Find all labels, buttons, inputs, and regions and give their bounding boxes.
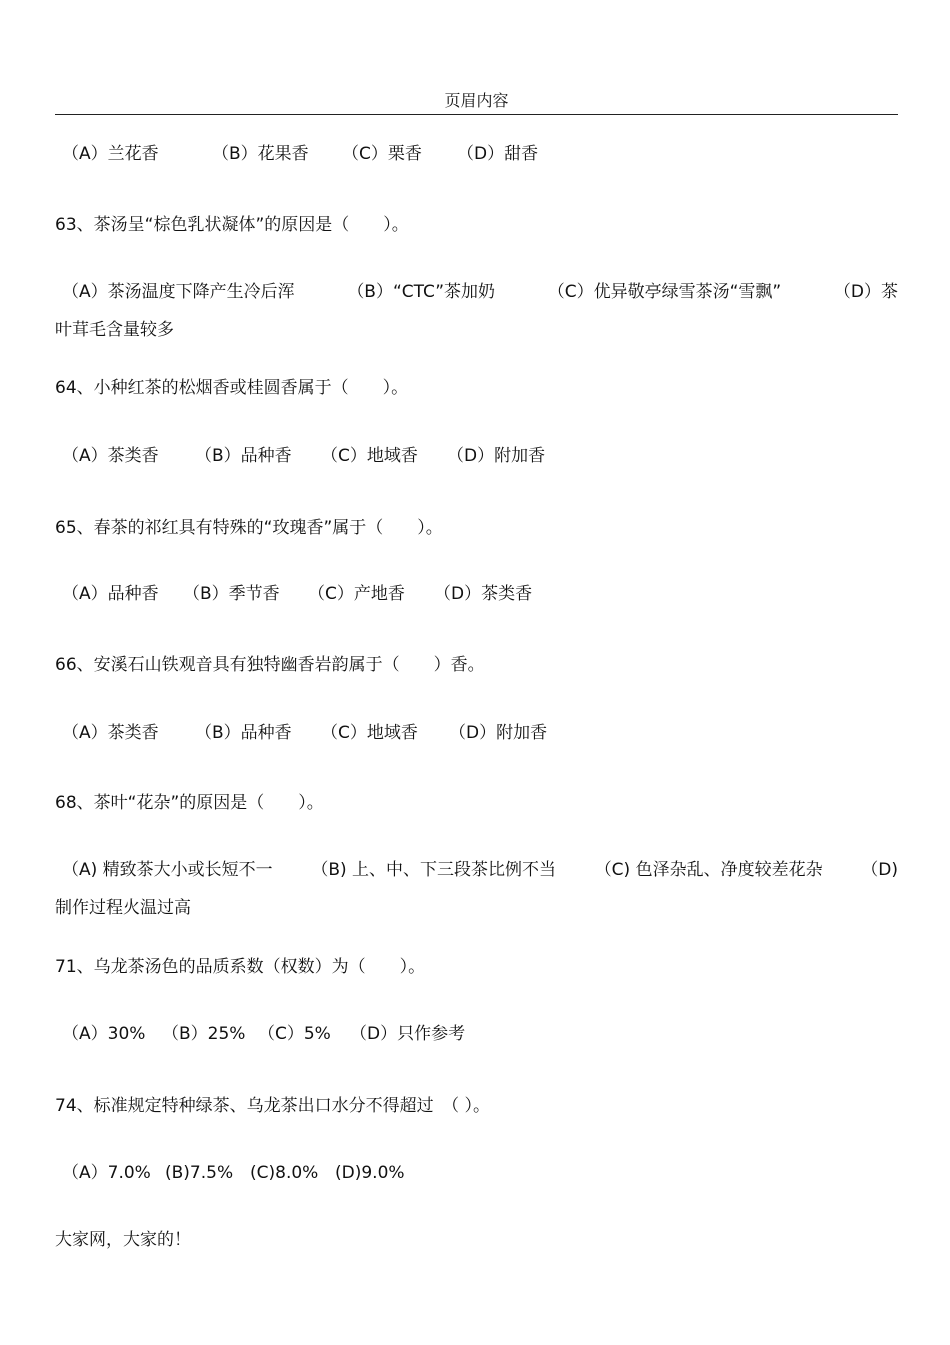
option-d: （D）只作参考 — [350, 1024, 466, 1044]
q64-options — [62, 444, 545, 468]
q65-options — [62, 582, 532, 606]
option-c: （C）5% — [258, 1024, 331, 1044]
option-a: （A）茶汤温度下降产生冷后浑 — [62, 282, 295, 302]
option-d-continued: 制作过程火温过高 — [55, 898, 191, 918]
option-a: （A) 精致茶大小或长短不一 — [62, 860, 273, 880]
option-b: (B)7.5% — [165, 1163, 234, 1183]
q68-options — [55, 851, 898, 927]
option-a: （A）兰花香 — [62, 144, 159, 164]
option-d: （D）甜香 — [457, 144, 539, 164]
option-b: （B）季节香 — [183, 584, 280, 604]
option-c: （C）地域香 — [321, 723, 418, 743]
option-b: （B）花果香 — [212, 144, 309, 164]
option-b: （B）“CTC”茶加奶 — [347, 282, 496, 302]
question-stem-68: 68、茶叶“花杂”的原因是（ ）。 — [55, 793, 324, 813]
page-header — [55, 90, 898, 115]
option-d: （D）附加香 — [447, 446, 546, 466]
question-stem-65: 65、春茶的祁红具有特殊的“玫瑰香”属于（ ）。 — [55, 518, 443, 538]
question-stem-66: 66、安溪石山铁观音具有独特幽香岩韵属于（ ）香。 — [55, 655, 485, 675]
option-b: （B) 上、中、下三段茶比例不当 — [311, 860, 557, 880]
option-c: （C) 色泽杂乱、净度较差花杂 — [594, 860, 823, 880]
q66-options — [62, 721, 547, 745]
option-c: （C）产地香 — [308, 584, 405, 604]
option-b: （B）25% — [162, 1024, 246, 1044]
option-d-continued: 叶茸毛含量较多 — [55, 320, 174, 340]
header-text: 页眉内容 — [444, 91, 509, 110]
option-d: （D）茶 — [833, 282, 898, 302]
question-stem-71: 71、乌龙茶汤色的品质系数（权数）为（ ）。 — [55, 957, 426, 977]
question-stem-64: 64、小种红茶的松烟香或桂圆香属于（ ）。 — [55, 378, 409, 398]
q71-options — [62, 1022, 465, 1046]
footer-text: 大家网，大家的！ — [55, 1230, 191, 1250]
q62-options — [62, 142, 538, 166]
option-d: (D)9.0% — [335, 1163, 405, 1183]
option-d: （D）附加香 — [449, 723, 548, 743]
option-c: (C)8.0% — [250, 1163, 319, 1183]
option-c: （C）优异敬亭绿雪茶汤“雪飘” — [547, 282, 782, 302]
option-d: （D) — [861, 860, 898, 880]
option-a: （A）茶类香 — [62, 723, 159, 743]
q63-options — [55, 273, 898, 349]
option-d: （D）茶类香 — [434, 584, 533, 604]
option-c: （C）栗香 — [342, 144, 422, 164]
option-a: （A）品种香 — [62, 584, 159, 604]
option-c: （C）地域香 — [321, 446, 418, 466]
question-stem-74: 74、标准规定特种绿茶、乌龙茶出口水分不得超过 （ ）。 — [55, 1096, 491, 1116]
option-b: （B）品种香 — [195, 723, 292, 743]
option-a: （A）30% — [62, 1024, 146, 1044]
option-a: （A）茶类香 — [62, 446, 159, 466]
question-stem-63: 63、茶汤呈“棕色乳状凝体”的原因是（ ）。 — [55, 215, 409, 235]
q74-options — [62, 1161, 405, 1185]
option-a: （A）7.0% — [62, 1163, 151, 1183]
option-b: （B）品种香 — [195, 446, 292, 466]
